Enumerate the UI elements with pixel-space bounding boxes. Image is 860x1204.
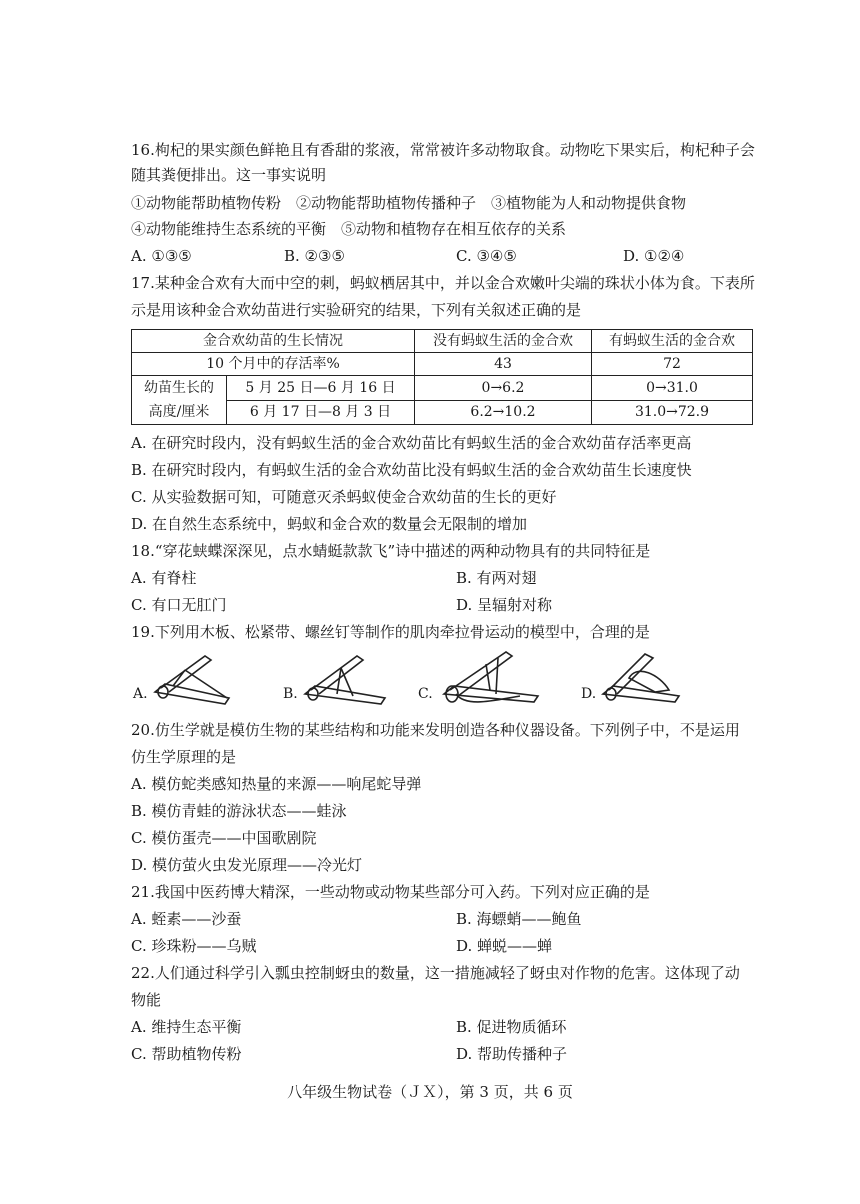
q16-statements-1: ①动物能帮助植物传粉 ②动物能帮助植物传播种子 ③植物能为人和动物提供食物 [131, 194, 687, 212]
q17-option-b: B. 在研究时段内，有蚂蚁生活的金合欢幼苗比没有蚂蚁生活的金合欢幼苗生长速度快 [131, 461, 692, 479]
q21-option-c: C. 珍珠粉——乌贼 [131, 937, 257, 955]
q19-stem: 19.下列用木板、松紧带、螺丝钉等制作的肌肉牵拉骨运动的模型中，合理的是 [131, 623, 650, 641]
q22-option-c: C. 帮助植物传粉 [131, 1045, 242, 1063]
page-footer: 八年级生物试卷（ＪＸ），第 3 页，共 6 页 [287, 1083, 573, 1101]
q22-option-b: B. 促进物质循环 [456, 1018, 567, 1036]
figure-a-model [151, 650, 251, 706]
figure-d-label: D. [581, 686, 597, 702]
q21-stem: 21.我国中医药博大精深，一些动物或动物某些部分可入药。下列对应正确的是 [131, 883, 650, 901]
table-survival-label: 10 个月中的存活率% [132, 353, 415, 376]
q16-option-b: B. ②③⑤ [284, 247, 345, 265]
q21-option-a: A. 蛭素——沙蚕 [131, 910, 242, 928]
figure-c-model [436, 650, 546, 710]
figure-a-label: A. [133, 686, 148, 702]
table-period-2: 6 月 17 日—8 月 3 日 [227, 400, 415, 425]
q16-option-c: C. ③④⑤ [456, 247, 517, 265]
q20-stem-line2: 仿生学原理的是 [131, 748, 237, 766]
q17-option-d: D. 在自然生态系统中，蚂蚁和金合欢的数量会无限制的增加 [131, 515, 528, 533]
q22-option-a: A. 维持生态平衡 [131, 1018, 242, 1036]
table-height-with-ants-1: 0→31.0 [592, 376, 753, 401]
q22-stem-line2: 物能 [131, 991, 162, 1009]
q20-option-a: A. 模仿蛇类感知热量的来源——响尾蛇导弹 [131, 775, 422, 793]
figure-b [283, 648, 413, 708]
table-header-no-ants: 没有蚂蚁生活的金合欢 [415, 330, 592, 353]
q17-option-c: C. 从实验数据可知，可随意灭杀蚂蚁使金合欢幼苗的生长的更好 [131, 488, 557, 506]
table-survival-with-ants: 72 [592, 353, 753, 376]
q20-option-c: C. 模仿蛋壳——中国歌剧院 [131, 829, 317, 847]
q17-stem-line2: 示是用该种金合欢幼苗进行实验研究的结果，下列有关叙述正确的是 [131, 301, 582, 319]
table-header-growth: 金合欢幼苗的生长情况 [132, 330, 415, 353]
q22-stem-line1: 22.人们通过科学引入瓢虫控制蚜虫的数量，这一措施减轻了蚜虫对作物的危害。这体现了动 [131, 964, 740, 982]
table-height-label-2: 高度/厘米 [148, 404, 210, 420]
q16-stem-line1: 16.枸杞的果实颜色鲜艳且有香甜的浆液，常常被许多动物取食。动物吃下果实后，枸杞种子会 [131, 141, 755, 159]
q21-option-d: D. 蝉蜕——蝉 [456, 937, 553, 955]
table-survival-no-ants: 43 [415, 353, 592, 376]
table-height-with-ants-2: 31.0→72.9 [592, 400, 753, 425]
q18-option-c: C. 有口无肛门 [131, 596, 227, 614]
table-height-no-ants-1: 0→6.2 [415, 376, 592, 401]
q17-option-a: A. 在研究时段内，没有蚂蚁生活的金合欢幼苗比有蚂蚁生活的金合欢幼苗存活率更高 [131, 434, 692, 452]
figure-d [581, 648, 721, 708]
figure-b-label: B. [283, 686, 298, 702]
q16-option-a: A. ①③⑤ [131, 247, 192, 265]
q20-option-d: D. 模仿萤火虫发光原理——冷光灯 [131, 856, 363, 874]
q18-option-b: B. 有两对翅 [456, 569, 537, 587]
q18-option-a: A. 有脊柱 [131, 569, 197, 587]
q21-option-b: B. 海螵蛸——鲍鱼 [456, 910, 582, 928]
q16-stem-line2: 随其粪便排出。这一事实说明 [131, 166, 327, 184]
q20-option-b: B. 模仿青蛙的游泳状态——蛙泳 [131, 802, 347, 820]
q16-option-d: D. ①②④ [623, 247, 685, 265]
figure-a [133, 648, 263, 708]
table-height-no-ants-2: 6.2→10.2 [415, 400, 592, 425]
q16-statements-2: ④动物能维持生态系统的平衡 ⑤动物和植物存在相互依存的关系 [131, 220, 567, 238]
q18-stem: 18.“穿花蛱蝶深深见，点水蜻蜓款款飞”诗中描述的两种动物具有的共同特征是 [131, 542, 651, 560]
q22-option-d: D. 帮助传播种子 [456, 1045, 568, 1063]
q20-stem-line1: 20.仿生学就是模仿生物的某些结构和功能来发明创造各种仪器设备。下列例子中，不是运用 [131, 721, 740, 739]
q17-stem-line1: 17.某种金合欢有大而中空的刺，蚂蚁栖居其中，并以金合欢嫩叶尖端的珠状小体为食。下表所 [131, 274, 755, 292]
table-height-label-1: 幼苗生长的 [144, 380, 214, 396]
table-height-label [132, 376, 227, 425]
muscle-model-figures [133, 648, 753, 708]
figure-c-label: C. [418, 686, 433, 702]
table-period-1: 5 月 25 日—6 月 16 日 [227, 376, 415, 401]
figure-d-model [599, 650, 699, 706]
figure-b-model [301, 650, 401, 706]
q18-option-d: D. 呈辐射对称 [456, 596, 553, 614]
figure-c [418, 648, 568, 708]
table-header-with-ants: 有蚂蚁生活的金合欢 [592, 330, 753, 353]
experiment-table [131, 329, 753, 425]
